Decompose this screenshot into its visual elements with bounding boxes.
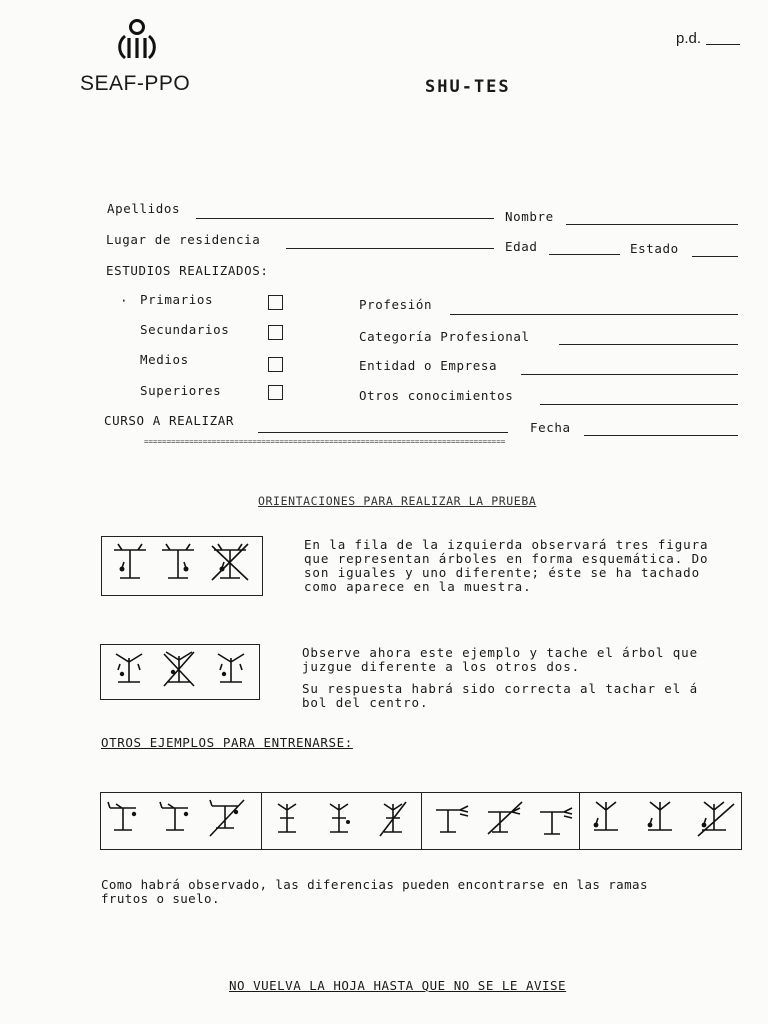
instructions-paragraph-1: En la fila de la izquierda observará tres figura que representan árboles en forma esquemática. Do son iguales y uno diferente; éste se ha tachado como aparece en la muestra.: [304, 538, 709, 594]
lugar-field[interactable]: [286, 248, 494, 249]
estudios-heading: ESTUDIOS REALIZADOS:: [106, 263, 269, 278]
tree-figure-icon: [324, 800, 354, 840]
otros-ejemplos-heading: OTROS EJEMPLOS PARA ENTRENARSE:: [101, 735, 353, 750]
primarios-label: Primarios: [140, 292, 214, 307]
strip-divider: [421, 792, 422, 850]
edad-field[interactable]: [549, 254, 620, 255]
instructions-heading: ORIENTACIONES PARA REALIZAR LA PRUEBA: [258, 494, 537, 508]
primarios-checkbox[interactable]: [268, 295, 283, 310]
strip-divider: [579, 792, 580, 850]
tree-figure-icon: [590, 800, 622, 840]
tree-figure-icon: [272, 800, 302, 840]
tree-figure-icon: [112, 650, 146, 690]
tree-figure-crossed-icon: [376, 798, 410, 840]
tree-figure-icon: [158, 800, 194, 840]
secundarios-checkbox[interactable]: [268, 325, 283, 340]
profesion-label: Profesión: [359, 297, 433, 312]
seaf-logo-icon: [116, 18, 158, 66]
footer-warning: NO VUELVA LA HOJA HASTA QUE NO SE LE AVISE: [229, 978, 567, 993]
logo-text: SEAF-PPO: [80, 72, 191, 95]
entidad-field[interactable]: [521, 374, 738, 375]
tree-figure-icon: [644, 800, 676, 840]
categoria-label: Categoría Profesional: [359, 329, 530, 344]
estado-label: Estado: [630, 241, 679, 256]
tree-figure-icon: [538, 808, 576, 838]
fecha-field[interactable]: [584, 435, 738, 436]
categoria-field[interactable]: [559, 344, 738, 345]
edad-label: Edad: [505, 239, 538, 254]
nombre-field[interactable]: [566, 224, 738, 225]
tree-figure-crossed-icon: [208, 798, 248, 840]
bullet-dot: ·: [120, 293, 129, 308]
tree-figure-icon: [434, 806, 472, 836]
entidad-label: Entidad o Empresa: [359, 358, 498, 373]
apellidos-label: Apellidos: [107, 201, 181, 216]
otros-conocimientos-label: Otros conocimientos: [359, 388, 514, 403]
apellidos-field[interactable]: [196, 218, 494, 219]
curso-field[interactable]: [258, 432, 508, 433]
tree-figure-crossed-icon: [696, 798, 736, 840]
tree-figure-crossed-icon: [160, 648, 198, 690]
tree-figure-icon: [160, 544, 196, 584]
superiores-label: Superiores: [140, 383, 222, 398]
profesion-field[interactable]: [450, 314, 738, 315]
instructions-paragraph-2: Observe ahora este ejemplo y tache el árbol que juzgue diferente a los otros dos.: [302, 646, 699, 674]
tree-figure-icon: [112, 544, 148, 584]
instructions-paragraph-3: Su respuesta habrá sido correcta al tachar el á bol del centro.: [302, 682, 699, 710]
lugar-label: Lugar de residencia: [106, 232, 261, 247]
otros-conocimientos-field[interactable]: [540, 404, 738, 405]
secundarios-label: Secundarios: [140, 322, 230, 337]
tree-figure-icon: [214, 650, 248, 690]
page-title: SHU-TES: [425, 77, 511, 97]
superiores-checkbox[interactable]: [268, 385, 283, 400]
medios-checkbox[interactable]: [268, 357, 283, 372]
strip-divider: [261, 792, 262, 850]
nombre-label: Nombre: [505, 209, 554, 224]
tree-figure-crossed-icon: [210, 542, 250, 584]
medios-label: Medios: [140, 352, 189, 367]
tree-figure-icon: [106, 800, 142, 840]
pd-field[interactable]: [706, 44, 740, 45]
tree-figure-crossed-icon: [484, 800, 526, 838]
fecha-label: Fecha: [530, 420, 571, 435]
estado-field[interactable]: [692, 256, 738, 257]
curso-label: CURSO A REALIZAR: [104, 413, 235, 428]
separator: ================================================================================: [144, 437, 506, 446]
pd-label: p.d.: [676, 30, 702, 47]
conclusion-text: Como habrá observado, las diferencias pueden encontrarse en las ramas frutos o suelo.: [101, 878, 648, 906]
